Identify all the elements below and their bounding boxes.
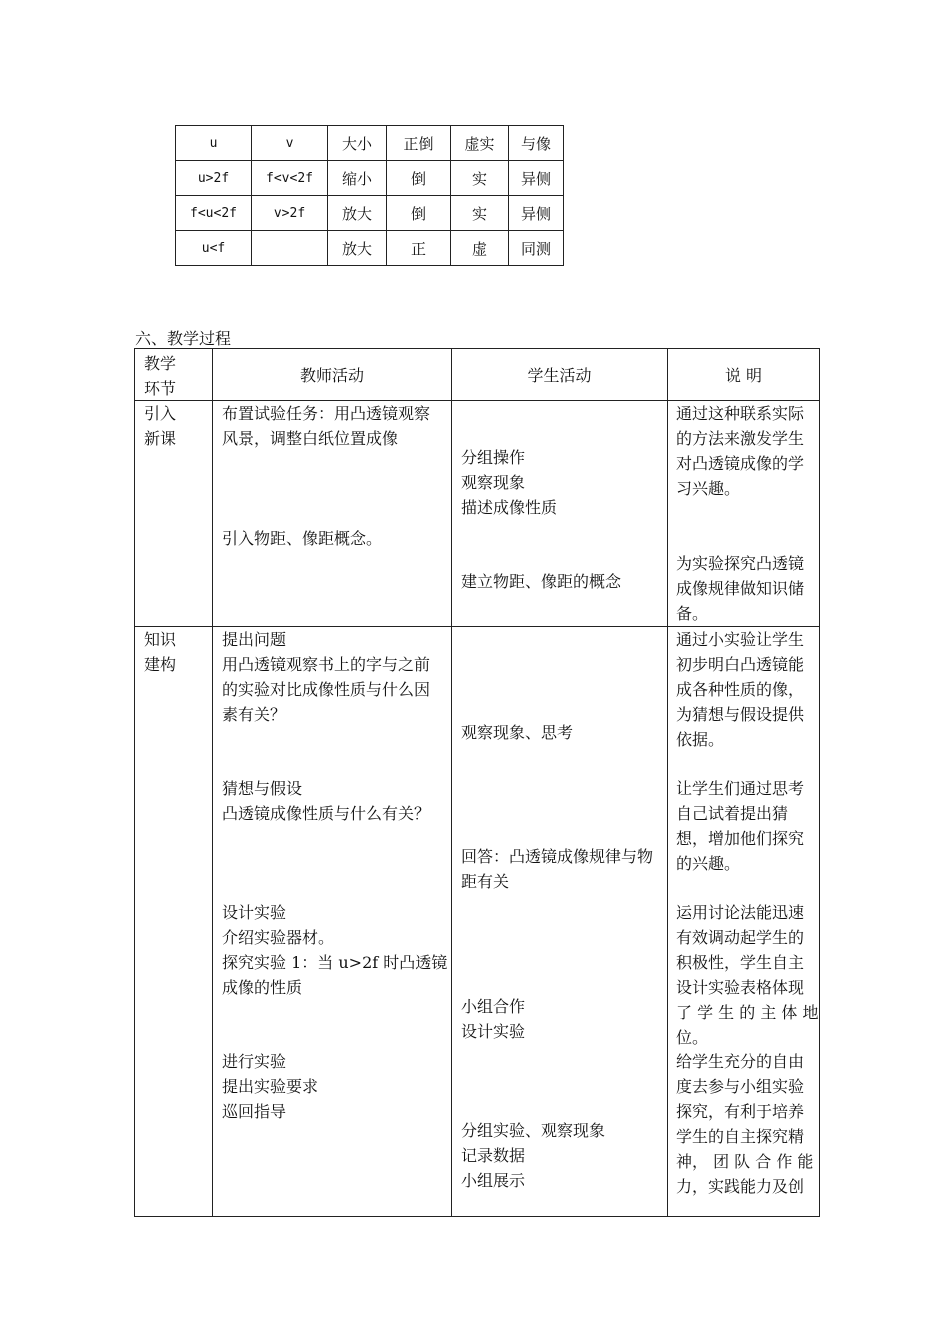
row2-student-observe: 观察现象、思考 [461,723,574,742]
row2-student-group [461,994,525,1044]
row1-student-ops [461,445,557,520]
lens-cell: 实 [451,161,509,196]
text-line: 回答：凸透镜成像规律与物 [461,847,654,866]
lens-header-v: v [252,126,328,161]
text-line: 提出实验要求 [222,1077,319,1096]
text-line: 的方法来激发学生 [676,429,805,448]
lens-cell: 同测 [509,231,564,266]
row1-stage [144,401,176,451]
row2-teacher-experiment [222,1049,318,1124]
text-line: 成像规律做知识储 [676,579,805,598]
text-line: 想，增加他们探究 [676,829,805,848]
row2-teacher-design [222,900,447,1000]
header-teacher: 教师活动 [299,366,364,385]
lens-cell: 放大 [328,196,387,231]
text-line: 提出问题 [222,630,287,649]
text-line: 学生的自主探究精 [676,1127,805,1146]
text-line: 描述成像性质 [461,498,558,517]
header-stage-line: 环节 [144,379,177,398]
text-line: 成像的性质 [222,978,303,997]
lens-header-side: 与像 [509,126,564,161]
row1-note-interest [676,401,804,501]
text-line: 用凸透镜观察书上的字与之前 [222,655,431,674]
text-line: 设计实验 [461,1022,526,1041]
text-line: 成各种性质的像， [676,680,805,699]
text-line: 自己试着提出猜 [676,804,789,823]
text-line: 距有关 [461,872,510,891]
text-line: 依据。 [676,730,725,749]
lens-cell: 虚 [451,231,509,266]
lens-header-size: 大小 [328,126,387,161]
row2-teacher-question [222,627,430,727]
text-line: 分组操作 [461,448,526,467]
header-note: 说 明 [724,366,763,385]
text-line: 分组实验、观察现象 [461,1121,606,1140]
text-line: 探究实验 1：当 u>2f 时凸透镜 [222,953,448,972]
row2-note-freedom [676,1049,813,1199]
text-line: 给学生充分的自由 [676,1052,805,1071]
text-line: 设计实验 [222,903,287,922]
lens-header-u: u [176,126,252,161]
text-line: 度去参与小组实验 [676,1077,805,1096]
text-line: 通过小实验让学生 [676,630,805,649]
text-line: 习兴趣。 [676,479,741,498]
lens-cell: 放大 [328,231,387,266]
row2-teacher-hypothesis [222,776,430,826]
text-line: 进行实验 [222,1052,287,1071]
text-line: 神， 团 队 合 作 能 [676,1152,814,1171]
text-line: 通过这种联系实际 [676,404,805,423]
lens-header-real-virtual: 虚实 [451,126,509,161]
text-line: 布置试验任务：用凸透镜观察 [222,404,431,423]
lens-cell: 倒 [387,161,451,196]
lens-cell: u<f [176,231,252,266]
text-line: 素有关？ [222,705,287,724]
lens-cell: 倒 [387,196,451,231]
lens-cell: 实 [451,196,509,231]
lens-cell: u>2f [176,161,252,196]
lens-table-header-row [176,126,564,161]
text-line: 小组展示 [461,1171,526,1190]
row1-note-knowledge [676,551,804,626]
text-line: 记录数据 [461,1146,526,1165]
text-line: 介绍实验器材。 [222,928,335,947]
text-line: 对凸透镜成像的学 [676,454,805,473]
lens-header-orientation: 正倒 [387,126,451,161]
text-line: 积极性，学生自主 [676,953,805,972]
text-line: 猜想与假设 [222,779,303,798]
text-line: 备。 [676,604,709,623]
table-row [176,161,564,196]
column-divider [212,349,213,1216]
row2-student-answer [461,844,653,894]
row2-note-experiment [676,627,804,752]
lens-cell: 异侧 [509,196,564,231]
text-line: 探究，有利于培养 [676,1102,805,1121]
section-title: 六、教学过程 [135,329,232,348]
text-line: 力，实践能力及创 [676,1177,805,1196]
row2-note-hypothesis [676,776,804,876]
text-line: 风景，调整白纸位置成像 [222,429,399,448]
text-line: 初步明白凸透镜能 [676,655,805,674]
text-line: 为猜想与假设提供 [676,705,805,724]
table-row [176,231,564,266]
stage-line: 建构 [144,655,177,674]
row2-stage [144,627,176,677]
text-line: 为实验探究凸透镜 [676,554,805,573]
text-line: 了 学 生 的 主 体 地 [676,1003,819,1022]
column-divider [451,349,452,1216]
row1-student-concept: 建立物距、像距的概念 [461,572,622,591]
lens-cell [252,231,328,266]
text-line: 的兴趣。 [676,854,741,873]
lens-cell: 缩小 [328,161,387,196]
text-line: 观察现象 [461,473,526,492]
text-line: 的实验对比成像性质与什么因 [222,680,431,699]
lens-imaging-table [175,125,564,266]
row2-student-experiment [461,1118,605,1193]
lens-cell: f<u<2f [176,196,252,231]
header-stage [144,351,176,401]
stage-line: 知识 [144,630,177,649]
text-line: 有效调动起学生的 [676,928,805,947]
teaching-process-table [134,348,820,1217]
text-line: 凸透镜成像性质与什么有关？ [222,804,431,823]
text-line: 运用讨论法能迅速 [676,903,805,922]
lens-cell: 异侧 [509,161,564,196]
lens-cell: v>2f [252,196,328,231]
column-divider [667,349,668,1216]
lens-cell: f<v<2f [252,161,328,196]
text-line: 小组合作 [461,997,526,1016]
lens-cell: 正 [387,231,451,266]
text-line: 设计实验表格体现 [676,978,805,997]
row1-teacher-concept: 引入物距、像距概念。 [222,529,383,548]
header-stage-line: 教学 [144,354,177,373]
row1-teacher-task [222,401,430,451]
text-line: 位。 [676,1028,709,1047]
stage-line: 引入 [144,404,177,423]
row2-note-discussion [676,900,819,1050]
text-line: 让学生们通过思考 [676,779,805,798]
table-row [176,196,564,231]
stage-line: 新课 [144,429,177,448]
text-line: 巡回指导 [222,1102,287,1121]
header-student: 学生活动 [527,366,592,385]
